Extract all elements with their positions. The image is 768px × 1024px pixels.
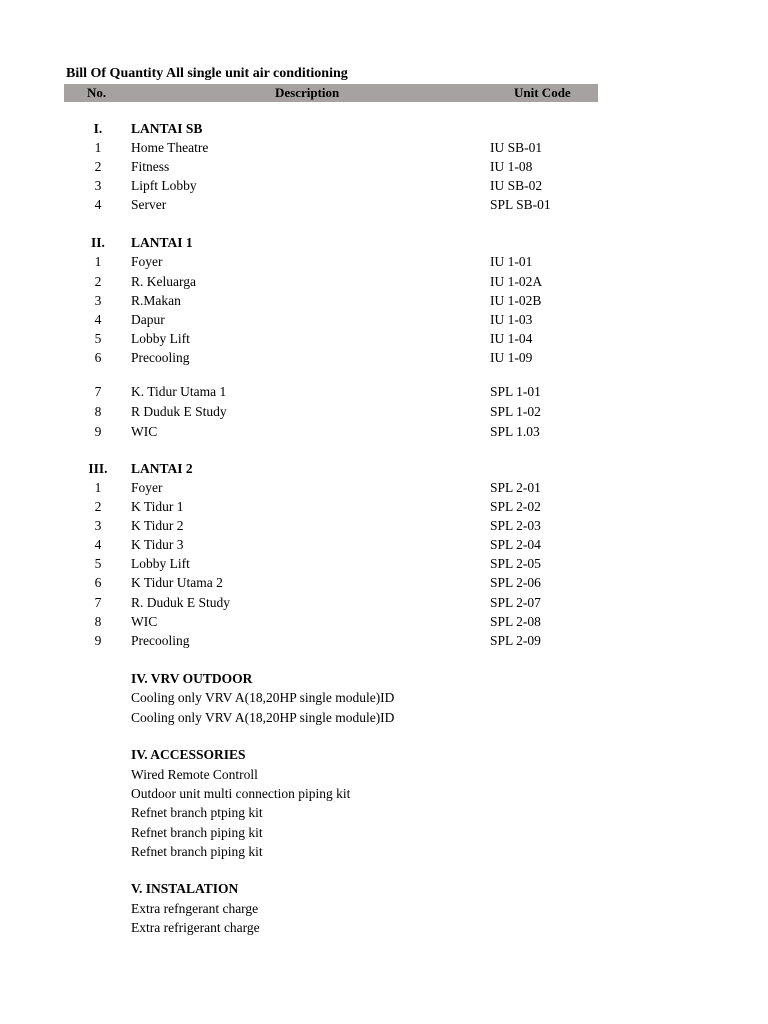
row-description: K Tidur Utama 2 [131, 575, 223, 590]
row-no: II. [91, 235, 105, 250]
table-row [0, 537, 768, 555]
row-description: K. Tidur Utama 1 [131, 384, 227, 399]
row-description: LANTAI SB [131, 121, 203, 136]
row-no: 2 [94, 499, 102, 514]
table-row [0, 633, 768, 651]
row-no: 1 [94, 140, 102, 155]
table-row [0, 480, 768, 498]
row-unit-code: IU 1-04 [490, 331, 533, 346]
table-row [0, 274, 768, 292]
row-unit-code: IU 1-03 [490, 312, 533, 327]
row-unit-code: SPL SB-01 [490, 197, 551, 212]
row-description: V. INSTALATION [131, 881, 239, 896]
row-no: 3 [94, 518, 102, 533]
row-no: III. [88, 461, 108, 476]
row-description: Lobby Lift [131, 331, 190, 346]
table-row [0, 690, 768, 708]
table-row [0, 767, 768, 785]
row-description: Outdoor unit multi connection piping kit [131, 786, 351, 801]
row-unit-code: SPL 2-05 [490, 556, 541, 571]
row-no: 1 [94, 254, 102, 269]
table-row [0, 350, 768, 368]
row-unit-code: IU SB-02 [490, 178, 543, 193]
table-row [0, 159, 768, 177]
row-unit-code: IU 1-02A [490, 274, 543, 289]
row-unit-code: IU 1-08 [490, 159, 533, 174]
row-unit-code: SPL 2-07 [490, 595, 541, 610]
header-description: Description [275, 85, 340, 100]
row-description: Lipft Lobby [131, 178, 197, 193]
row-description: WIC [131, 614, 158, 629]
header-no: No. [87, 85, 107, 100]
section-row [0, 461, 768, 479]
row-unit-code: IU 1-09 [490, 350, 533, 365]
table-row [0, 404, 768, 422]
row-no: 9 [94, 633, 102, 648]
table-row [0, 499, 768, 517]
row-description: Extra refrigerant charge [131, 920, 260, 935]
table-row [0, 844, 768, 862]
row-unit-code: IU 1-02B [490, 293, 542, 308]
row-no: 4 [94, 197, 102, 212]
table-row [0, 786, 768, 804]
row-no: 1 [94, 480, 102, 495]
row-unit-code: IU SB-01 [490, 140, 543, 155]
row-description: R. Duduk E Study [131, 595, 231, 610]
row-description: WIC [131, 424, 158, 439]
row-description: Fitness [131, 159, 170, 174]
table-row [0, 254, 768, 272]
row-unit-code: SPL 1-01 [490, 384, 541, 399]
table-row [0, 614, 768, 632]
table-row [0, 178, 768, 196]
row-no: 6 [94, 575, 102, 590]
row-no: 9 [94, 424, 102, 439]
table-row [0, 920, 768, 938]
row-no: 5 [94, 331, 102, 346]
row-unit-code: SPL 2-02 [490, 499, 541, 514]
row-description: Foyer [131, 254, 163, 269]
row-description: Cooling only VRV A(18,20HP single module)ID [131, 690, 395, 705]
row-description: LANTAI 1 [131, 235, 193, 250]
row-no: 4 [94, 312, 102, 327]
row-unit-code: IU 1-01 [490, 254, 533, 269]
table-row [0, 805, 768, 823]
header-unit-code: Unit Code [514, 85, 571, 100]
row-description: IV. ACCESSORIES [131, 747, 246, 762]
table-row [0, 197, 768, 215]
section-row [0, 671, 768, 689]
row-no: 8 [94, 404, 102, 419]
table-row [0, 293, 768, 311]
row-unit-code: SPL 2-04 [490, 537, 541, 552]
table-header [64, 84, 598, 102]
table-row [0, 556, 768, 574]
row-no: 7 [94, 595, 102, 610]
row-description: K Tidur 1 [131, 499, 184, 514]
table-row [0, 140, 768, 158]
row-description: Server [131, 197, 167, 212]
row-no: 2 [94, 159, 102, 174]
row-no: 5 [94, 556, 102, 571]
row-description: R Duduk E Study [131, 404, 227, 419]
row-description: Foyer [131, 480, 163, 495]
table-row [0, 901, 768, 919]
row-description: Precooling [131, 350, 190, 365]
table-row [0, 331, 768, 349]
section-row [0, 121, 768, 139]
row-no: 7 [94, 384, 102, 399]
table-row [0, 595, 768, 613]
row-no: I. [93, 121, 103, 136]
row-description: K Tidur 2 [131, 518, 184, 533]
section-row [0, 881, 768, 899]
row-description: Extra refngerant charge [131, 901, 259, 916]
section-row [0, 235, 768, 253]
row-description: R.Makan [131, 293, 181, 308]
table-row [0, 312, 768, 330]
row-no: 2 [94, 274, 102, 289]
row-description: Cooling only VRV A(18,20HP single module)ID [131, 710, 395, 725]
row-description: IV. VRV OUTDOOR [131, 671, 253, 686]
section-row [0, 747, 768, 765]
row-description: Wired Remote Controll [131, 767, 258, 782]
row-no: 3 [94, 293, 102, 308]
table-row [0, 575, 768, 593]
row-description: Dapur [131, 312, 165, 327]
row-description: Refnet branch piping kit [131, 844, 263, 859]
row-description: Lobby Lift [131, 556, 190, 571]
row-description: K Tidur 3 [131, 537, 184, 552]
row-no: 4 [94, 537, 102, 552]
row-unit-code: SPL 1.03 [490, 424, 540, 439]
table-row [0, 825, 768, 843]
table-row [0, 518, 768, 536]
row-unit-code: SPL 2-01 [490, 480, 541, 495]
row-no: 8 [94, 614, 102, 629]
table-row [0, 424, 768, 442]
row-no: 3 [94, 178, 102, 193]
row-description: R. Keluarga [131, 274, 196, 289]
row-description: Precooling [131, 633, 190, 648]
row-no: 6 [94, 350, 102, 365]
table-row [0, 710, 768, 728]
row-unit-code: SPL 1-02 [490, 404, 541, 419]
row-unit-code: SPL 2-09 [490, 633, 541, 648]
row-unit-code: SPL 2-08 [490, 614, 541, 629]
row-description: Home Theatre [131, 140, 209, 155]
document-title: Bill Of Quantity All single unit air conditioning [66, 66, 348, 81]
row-unit-code: SPL 2-06 [490, 575, 541, 590]
row-description: Refnet branch ptping kit [131, 805, 263, 820]
table-row [0, 384, 768, 402]
row-unit-code: SPL 2-03 [490, 518, 541, 533]
row-description: Refnet branch piping kit [131, 825, 263, 840]
row-description: LANTAI 2 [131, 461, 193, 476]
